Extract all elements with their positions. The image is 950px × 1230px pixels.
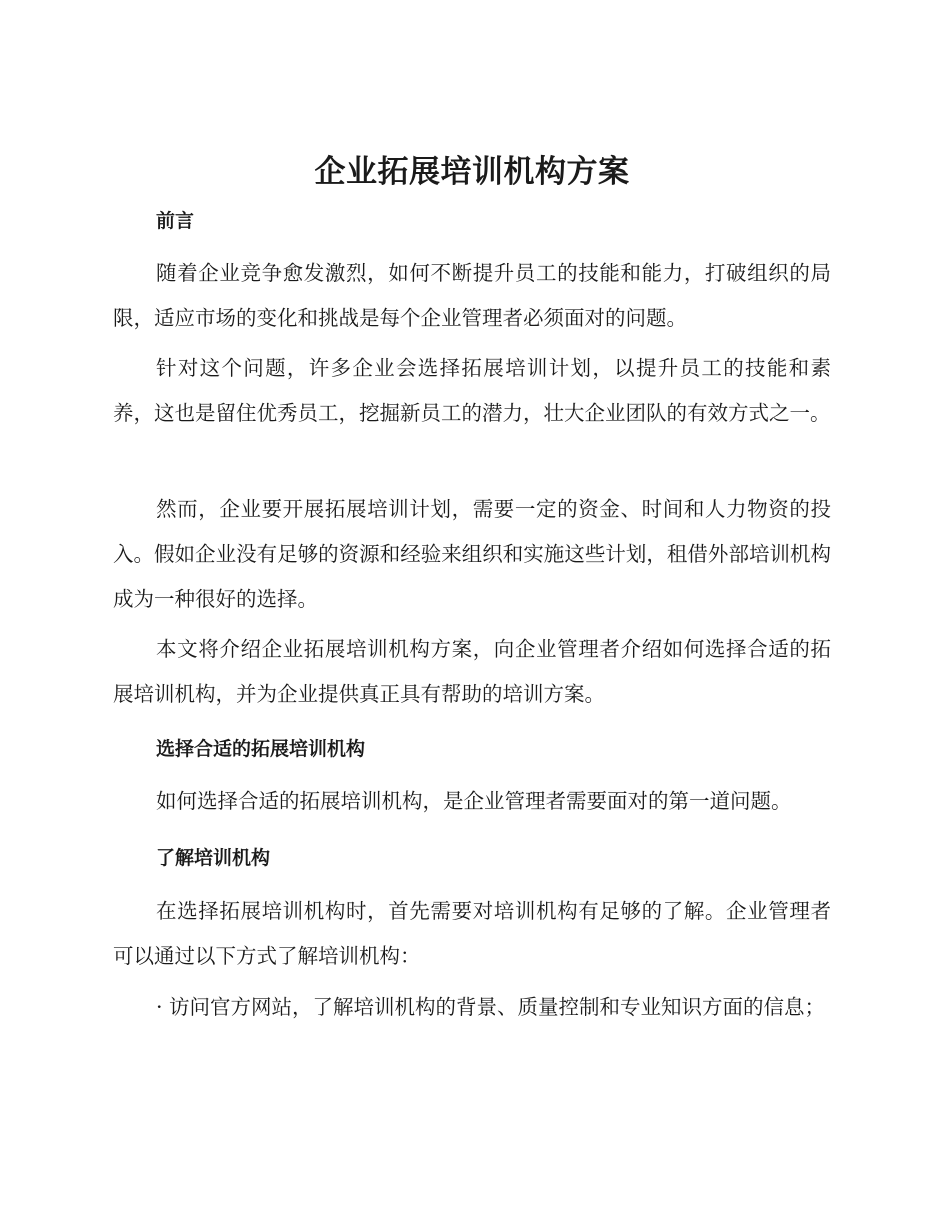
paragraph: 在选择拓展培训机构时，首先需要对培训机构有足够的了解。企业管理者可以通过以下方式了解培训机构： (113, 899, 831, 968)
section-heading-preface: 前言 (156, 210, 195, 232)
paragraph: 然而，企业要开展拓展培训计划，需要一定的资金、时间和人力物资的投入。假如企业没有足够的资源和经验来组织和实施这些计划，租借外部培训机构成为一种很好的选择。 (113, 497, 831, 611)
paragraph: 本文将介绍企业拓展培训机构方案，向企业管理者介绍如何选择合适的拓展培训机构，并为企业提供真正具有帮助的培训方案。 (113, 637, 831, 706)
section-heading-choose: 选择合适的拓展培训机构 (156, 738, 366, 760)
paragraph: 随着企业竞争愈发激烈，如何不断提升员工的技能和能力，打破组织的局限，适应市场的变化和挑战是每个企业管理者必须面对的问题。 (113, 261, 831, 330)
document-title: 企业拓展培训机构方案 (314, 154, 630, 190)
section-heading-understand: 了解培训机构 (156, 847, 271, 869)
paragraph: 针对这个问题，许多企业会选择拓展培训计划，以提升员工的技能和素养，这也是留住优秀员工，挖掘新员工的潜力，壮大企业团队的有效方式之一。 (113, 356, 831, 425)
bullet-item: · 访问官方网站，了解培训机构的背景、质量控制和专业知识方面的信息； (156, 995, 826, 1019)
paragraph: 如何选择合适的拓展培训机构，是企业管理者需要面对的第一道问题。 (156, 789, 792, 813)
